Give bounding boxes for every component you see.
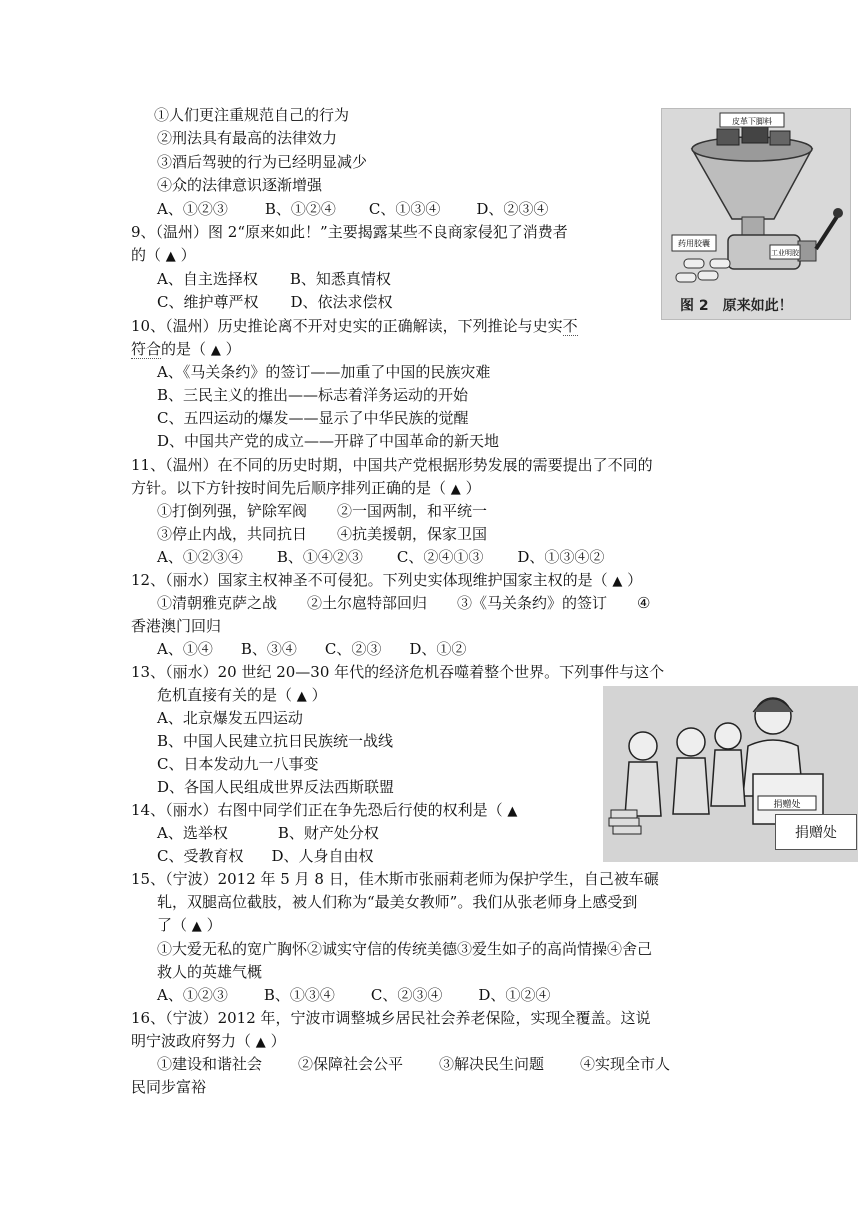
donation-cartoon: [603, 686, 858, 862]
q10-stem-line1: [131, 316, 578, 336]
q11-option-1: ①打倒列强，铲除军阀: [157, 502, 308, 520]
q10-emphasis-2: 符合: [131, 340, 162, 358]
q16-stem-line1: 16、（宁波）2012 年，宁波市调整城乡居民社会养老保险，实现全覆盖。这说: [131, 1009, 651, 1027]
q10-stem-text2: 的是（: [161, 340, 207, 358]
q10-stem-line2: [131, 339, 241, 359]
q12-option-1: ①清朝雅克萨之战: [157, 594, 278, 612]
donation-box-sign: 捐赠处: [773, 800, 801, 810]
answer-marker-icon: ▲: [507, 804, 518, 819]
q11-options-row1: [157, 501, 487, 521]
q8-choice-d: D、②③④: [476, 200, 549, 218]
funnel-machine-illustration: [662, 109, 850, 319]
q12-option-4: ④: [637, 594, 651, 612]
q16-option-4: ④实现全市人: [580, 1055, 671, 1073]
q14-stem-text: 14、（丽水）右图中同学们正在争先恐后行使的权利是（: [131, 801, 503, 819]
q11-choice-d: D、①③④②: [517, 548, 605, 566]
q9-choices-row2: [157, 292, 393, 312]
q8-option-1: ①人们更注重规范自己的行为: [154, 106, 350, 124]
q12-option-4-cont: 香港澳门回归: [131, 617, 222, 635]
q15-choices: [157, 985, 550, 1005]
q12-option-3: ③《马关条约》的签订: [457, 594, 608, 612]
donation-label: 捐赠处: [775, 814, 857, 850]
answer-marker-icon: ▲: [450, 482, 461, 497]
q9-choice-a: A、自主选择权: [157, 270, 258, 288]
q11-choice-a: A、①②③④: [157, 548, 243, 566]
q11-stem-text: 方针。以下方针按时间先后顺序排列正确的是（: [131, 479, 447, 497]
q10-stem-close: ）: [225, 340, 241, 358]
q11-option-2: ②一国两制，和平统一: [337, 502, 488, 520]
q13-choice-c: C、日本发动九一八事变: [157, 755, 319, 773]
q15-options-cont: 救人的英雄气概: [157, 963, 263, 981]
q12-stem-line1: [131, 570, 642, 590]
q12-stem-close: ）: [627, 571, 643, 589]
q14-choice-d: D、人身自由权: [271, 847, 374, 865]
q12-choice-c: C、②③: [324, 640, 382, 658]
q15-stem-line1: 15、（宁波）2012 年 5 月 8 日，佳木斯市张丽莉老师为保护学生，自己被车碾: [131, 870, 659, 888]
q10-emphasis-1: 不: [562, 317, 578, 335]
q11-options-row2: [157, 524, 487, 544]
answer-marker-icon: ▲: [165, 249, 176, 264]
answer-marker-icon: ▲: [296, 689, 307, 704]
figure2-label-left: 药用胶囊: [678, 239, 710, 248]
q13-choice-b: B、中国人民建立抗日民族统一战线: [157, 732, 394, 750]
q13-stem-line2: [157, 685, 327, 705]
q12-option-2: ②土尔扈特部回归: [307, 594, 428, 612]
q11-stem-close: ）: [465, 479, 481, 497]
q12-stem-text: 12、（丽水）国家主权神圣不可侵犯。下列史实体现维护国家主权的是（: [131, 571, 608, 589]
q11-option-3: ③停止内战，共同抗日: [157, 525, 308, 543]
figure-2-cartoon: [661, 108, 851, 320]
q13-choice-d: D、各国人民组成世界反法西斯联盟: [157, 778, 395, 796]
q11-option-4: ④抗美援朝，保家卫国: [337, 525, 488, 543]
q12-choice-d: D、①②: [409, 640, 467, 658]
q14-choice-b: B、财产处分权: [277, 824, 379, 842]
q15-stem-line3: [157, 915, 222, 935]
q8-choices: [157, 199, 548, 219]
q15-stem-line2: 轧，双腿高位截肢，被人们称为“最美女教师”。我们从张老师身上感受到: [157, 893, 638, 911]
q13-stem-line1: 13、（丽水）20 世纪 20—30 年代的经济危机吞噬着整个世界。下列事件与这个: [131, 663, 665, 681]
q16-stem-text: 明宁波政府努力（: [131, 1032, 252, 1050]
q13-stem-text: 危机直接有关的是（: [157, 686, 293, 704]
q11-stem-line1: 11、（温州）在不同的历史时期，中国共产党根据形势发展的需要提出了不同的: [131, 456, 653, 474]
q8-option-4: ④众的法律意识逐渐增强: [157, 176, 323, 194]
q9-stem-close: ）: [180, 246, 196, 264]
q13-choice-a: A、北京爆发五四运动: [157, 709, 303, 727]
q8-choice-a: A、①②③: [157, 200, 228, 218]
q14-stem-line1: [131, 800, 517, 820]
q11-choice-c: C、②④①③: [396, 548, 484, 566]
q10-stem-text: 10、（温州）历史推论离不开对史实的正确解读，下列推论与史实: [131, 317, 563, 335]
q16-option-3: ③解决民生问题: [439, 1055, 545, 1073]
answer-marker-icon: ▲: [612, 574, 623, 589]
q16-option-2: ②保障社会公平: [298, 1055, 404, 1073]
q14-choice-c: C、受教育权: [157, 847, 244, 865]
q10-choice-c: C、五四运动的爆发——显示了中华民族的觉醒: [157, 409, 469, 427]
q13-stem-close: ）: [311, 686, 327, 704]
answer-marker-icon: ▲: [210, 343, 221, 358]
q16-stem-line2: [131, 1031, 286, 1051]
q15-choice-c: C、②③④: [370, 986, 443, 1004]
q10-choice-d: D、中国共产党的成立——开辟了中国革命的新天地: [157, 432, 500, 450]
answer-marker-icon: ▲: [255, 1035, 266, 1050]
q8-option-2: ②刑法具有最高的法律效力: [157, 129, 338, 147]
q9-choice-b: B、知悉真情权: [289, 270, 391, 288]
q14-choices-row1: [157, 823, 379, 843]
q15-stem-text: 了（: [157, 916, 188, 934]
q16-options: [157, 1054, 670, 1074]
q15-choice-d: D、①②④: [478, 986, 551, 1004]
q14-choices-row2: [157, 846, 374, 866]
q15-stem-close: ）: [206, 916, 222, 934]
q10-choice-b: B、三民主义的推出——标志着洋务运动的开始: [157, 386, 469, 404]
q16-option-1: ①建设和谐社会: [157, 1055, 263, 1073]
q11-stem-line2: [131, 478, 481, 498]
q16-stem-close: ）: [270, 1032, 286, 1050]
figure2-label-right: 工业明胶: [771, 249, 799, 257]
q8-option-3: ③酒后驾驶的行为已经明显减少: [157, 153, 368, 171]
figure-2-caption: 图 2 原来如此！: [680, 298, 793, 314]
q14-choice-a: A、选举权: [157, 824, 228, 842]
q9-stem-line1: 9、（温州）图 2“原来如此！”主要揭露某些不良商家侵犯了消费者: [131, 223, 568, 241]
q9-choices-row1: [157, 269, 391, 289]
q11-choices: [157, 547, 604, 567]
q12-choice-b: B、③④: [240, 640, 297, 658]
q12-choices: [157, 639, 466, 659]
q11-choice-b: B、①④②③: [276, 548, 363, 566]
q9-stem-text: 的（: [131, 246, 162, 264]
q12-options: [157, 593, 651, 613]
q8-choice-b: B、①②④: [264, 200, 336, 218]
q9-stem-line2: [131, 245, 196, 265]
q9-choice-c: C、维护尊严权: [157, 293, 259, 311]
q15-options-line: ①大爱无私的宽广胸怀②诚实守信的传统美德③爱生如子的高尚情操④舍己: [157, 940, 653, 958]
q15-choice-a: A、①②③: [157, 986, 228, 1004]
figure2-label-top: 皮革下脚料: [732, 117, 772, 126]
q8-choice-c: C、①③④: [368, 200, 441, 218]
q16-option-4-cont: 民同步富裕: [131, 1078, 207, 1096]
q12-choice-a: A、①④: [157, 640, 213, 658]
q15-choice-b: B、①③④: [263, 986, 335, 1004]
q9-choice-d: D、依法求偿权: [290, 293, 393, 311]
answer-marker-icon: ▲: [191, 919, 202, 934]
q10-choice-a: A、《马关条约》的签订——加重了中国的民族灾难: [157, 363, 491, 381]
